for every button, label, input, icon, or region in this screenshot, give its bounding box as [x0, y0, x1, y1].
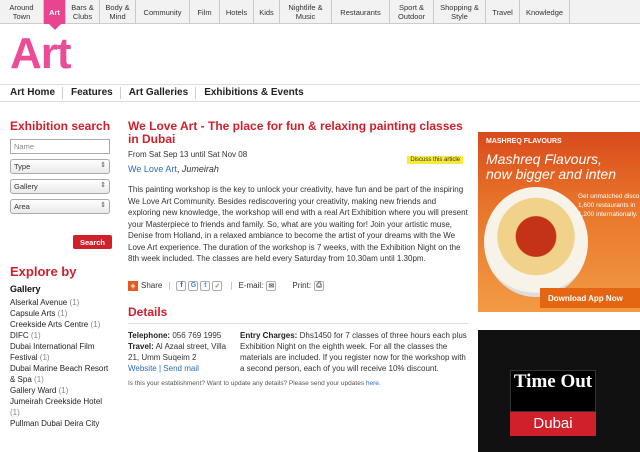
nav-tab-knowledge[interactable]: Knowledge — [520, 0, 570, 24]
subnav-exhibitions-events[interactable]: Exhibitions & Events — [204, 87, 304, 98]
nav-tab-around-town[interactable]: Around Town — [0, 0, 44, 24]
details-heading: Details — [128, 305, 468, 324]
entry-charges: Entry Charges: Dhs1450 for 7 classes of three hours each plus Exhibition Night on the eighth week. For all the classes the materials are included. If you register now for the workshop with a second person, each of you will receive 10% discount. — [240, 330, 467, 373]
subnav-features[interactable]: Features — [63, 87, 121, 99]
name-input[interactable]: Name — [10, 139, 110, 154]
type-select[interactable] — [10, 159, 110, 174]
print-icon[interactable]: ⎙ — [314, 281, 324, 291]
chevron-updown-icon: ⇕ — [100, 162, 106, 169]
share-plus-icon[interactable]: + — [128, 281, 138, 291]
gallery-list-item[interactable]: DIFC (1) — [10, 331, 41, 340]
discuss-article-link[interactable]: Discuss this article — [407, 156, 463, 164]
explore-gallery-label: Gallery — [10, 284, 41, 294]
website-link[interactable]: Website — [128, 363, 157, 373]
gallery-list-item[interactable]: Pullman Dubai Deira City — [10, 419, 100, 428]
area-select-value: Area — [14, 202, 30, 211]
gallery-list-item[interactable]: Dubai International Film Festival (1) — [10, 342, 95, 362]
entry-charges-value: Dhs1450 for 7 classes of three hours each plus Exhibition Night on the eighth week. For all the classes the materials are included. If you register now for the workshop with a second person, each of you will receive 10% discount. — [240, 330, 467, 373]
gallery-select[interactable] — [10, 179, 110, 194]
timeout-ad-banner[interactable] — [478, 330, 640, 452]
telephone-line: Telephone: 056 769 1995 — [128, 330, 222, 340]
venue-row: We Love Art, Jumeirah Discuss this article — [128, 164, 468, 176]
gallery-list — [10, 297, 112, 429]
gallery-list-item[interactable]: Gallery Ward (1) — [10, 386, 69, 395]
chevron-updown-icon: ⇕ — [100, 182, 106, 189]
subnav-art-galleries[interactable]: Art Galleries — [121, 87, 196, 99]
nav-tab-sport-outdoor[interactable]: Sport & Outdoor — [390, 0, 434, 24]
twitter-icon[interactable]: t — [200, 281, 210, 291]
email-icon[interactable]: ✉ — [266, 281, 276, 291]
article-date: From Sat Sep 13 until Sat Nov 08 — [128, 150, 248, 159]
travel-line: Travel: Al Azaal street, Villa 21, Umm Suqeim 2 — [128, 341, 227, 362]
gallery-select-value: Gallery — [14, 182, 38, 191]
google-icon[interactable]: G — [188, 281, 198, 291]
nav-tab-restaurants[interactable]: Restaurants — [332, 0, 390, 24]
gallery-list-item[interactable]: Jumeirah Creekside Hotel (1) — [10, 397, 103, 417]
send-mail-link[interactable]: Send mail — [163, 363, 199, 373]
nav-tab-community[interactable]: Community — [136, 0, 190, 24]
mashreq-logo: MASHREQ FLAVOURS — [486, 138, 562, 145]
download-app-button[interactable]: Download App Now — [540, 288, 640, 308]
search-button[interactable]: Search — [73, 235, 112, 249]
bookmark-icon[interactable]: ✓ — [212, 281, 222, 291]
print-label: Print: — [292, 281, 312, 290]
mashreq-ad-banner[interactable] — [478, 132, 640, 312]
nav-tab-hotels[interactable]: Hotels — [220, 0, 254, 24]
section-subnav — [0, 84, 640, 102]
timeout-logo: Time Out — [510, 370, 596, 412]
telephone-value: 056 769 1995 — [172, 330, 222, 340]
mashreq-copy: Get unmatched disco 1,600 restaurants in 1,200 internationally. — [578, 193, 640, 218]
travel-value: Al Azaal street, Villa 21, Umm Suqeim 2 — [128, 341, 227, 362]
explore-section — [10, 265, 112, 429]
exhibition-search-heading: Exhibition search — [10, 119, 111, 133]
gallery-list-item[interactable]: Creekside Arts Centre (1) — [10, 320, 101, 329]
nav-tab-travel[interactable]: Travel — [486, 0, 520, 24]
share-label[interactable]: Share — [141, 281, 163, 290]
article-description: This painting workshop is the key to unlock your creativity, have fun and be part of the inspiring We Love Art Community. Besides rediscovering your creativity, making new friends and exploring new knowledge, the workshop will end with a real Art Exhibition where you will present your Masterpiece to friends and family. So, what are you waiting for! Join your artistic muse, Denise from Holland, in a relaxed ambiance to become the artist of your dreams with the We Love Art experience. The duration of the workshop is 7 weeks, with the Exhibition Night on the 8th week included. The classes are held every Saturday from 10.30am until 1.30pm. — [128, 185, 468, 263]
top-navigation — [0, 0, 640, 24]
facebook-icon[interactable]: f — [176, 281, 186, 291]
gallery-list-item[interactable]: Capsule Arts (1) — [10, 309, 68, 318]
article-title: We Love Art - The place for fun & relaxing painting classes in Dubai — [128, 119, 463, 146]
share-toolbar: + Share | f G t ✓ | E-mail: ✉ Print: ⎙ — [128, 279, 468, 293]
left-sidebar — [10, 119, 112, 428]
nav-tab-body-mind[interactable]: Body & Mind — [100, 0, 136, 24]
gallery-list-item[interactable]: Alserkal Avenue (1) — [10, 298, 80, 307]
mashreq-headline: Mashreq Flavours, now bigger and inten — [486, 151, 616, 182]
venue-link[interactable]: We Love Art — [128, 164, 177, 174]
nav-tab-nightlife-music[interactable]: Nightlife & Music — [280, 0, 332, 24]
update-notice: Is this your establishment? Want to update any details? Please send your updates here. — [128, 379, 381, 387]
type-select-value: Type — [14, 162, 31, 171]
details-section: Details Telephone: 056 769 1995 Travel: Al Azaal street, Villa 21, Umm Suqeim 2 Website | Send mail Entry Charges: Dhs1450 for 7 classes of three hours each plus Exhibition Night on the eighth week. For all the classes the materials are included. If you register now for the workshop with a second person, each of you will receive 10% discount. Is this your establishment? Want to update any details? Please send your updates here. — [128, 304, 467, 387]
timeout-city: Dubai — [510, 412, 596, 436]
food-plate-image — [484, 187, 588, 297]
chevron-updown-icon: ⇕ — [100, 202, 106, 209]
nav-tab-bars-clubs[interactable]: Bars & Clubs — [66, 0, 100, 24]
section-title: Art — [10, 29, 71, 78]
nav-tab-kids[interactable]: Kids — [254, 0, 280, 24]
nav-tab-art[interactable]: Art — [44, 0, 66, 24]
nav-tab-shopping-style[interactable]: Shopping & Style — [434, 0, 486, 24]
gallery-list-item[interactable]: Dubai Marine Beach Resort & Spa (1) — [10, 364, 109, 384]
subnav-art-home[interactable]: Art Home — [0, 87, 63, 99]
nav-tab-film[interactable]: Film — [190, 0, 220, 24]
explore-heading: Explore by — [10, 264, 77, 279]
area-select[interactable] — [10, 199, 110, 214]
update-here-link[interactable]: here. — [365, 379, 381, 387]
email-label: E-mail: — [238, 281, 264, 290]
venue-area: Jumeirah — [181, 164, 219, 174]
article — [128, 120, 468, 387]
